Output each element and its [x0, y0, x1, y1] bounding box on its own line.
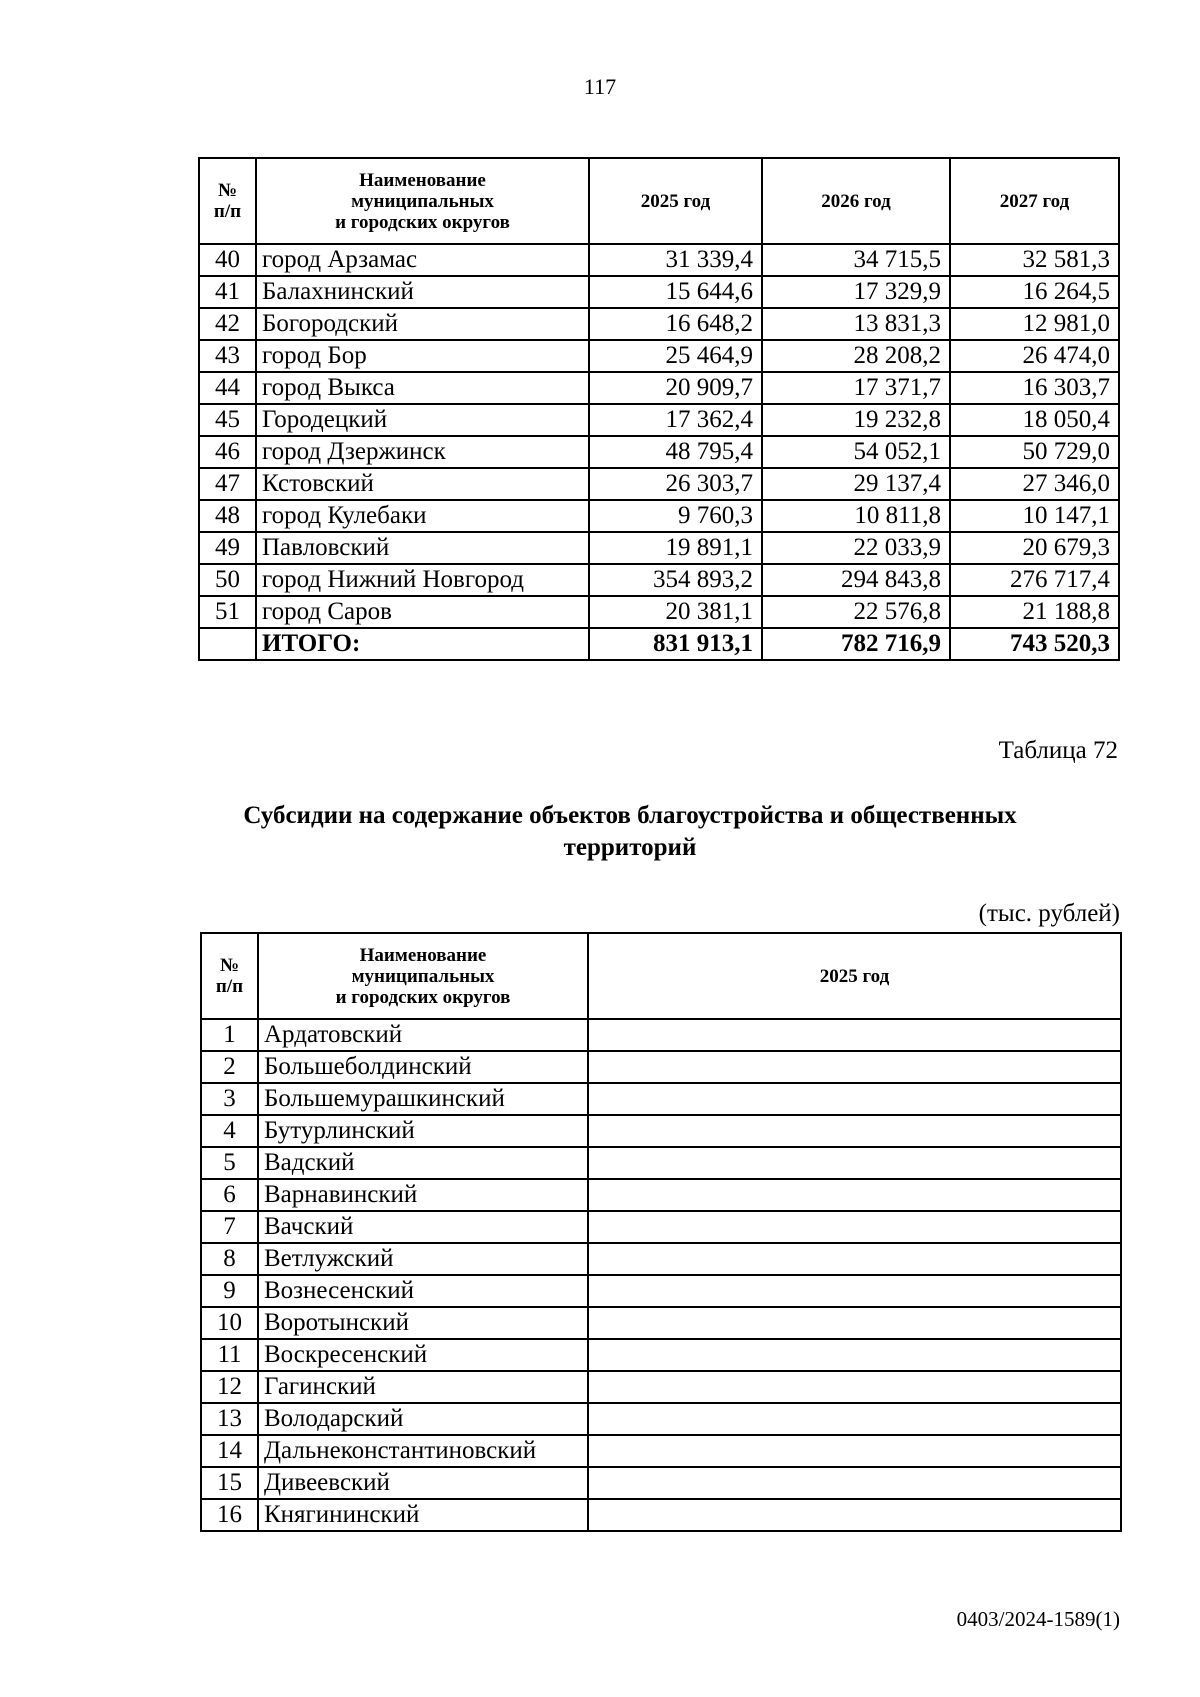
row-name: Володарский [258, 1403, 588, 1435]
header-num-line: № [217, 180, 238, 201]
header-2027: 2027 год [950, 158, 1119, 244]
value-2025 [588, 1051, 1121, 1083]
row-name: город Арзамас [256, 244, 589, 276]
table-row [199, 468, 1119, 500]
total-2025: 831 913,1 [589, 628, 762, 660]
header-num [199, 158, 256, 244]
row-name: Княгининский [258, 1499, 588, 1531]
total-row [199, 628, 1119, 660]
header-name-line: и городских округов [335, 211, 510, 233]
value-2027: 32 581,3 [950, 244, 1119, 276]
header-name-line: и городских округов [335, 986, 511, 1008]
table-header-row [201, 933, 1121, 1019]
value-2025: 9 760,3 [589, 500, 762, 532]
row-name: Вачский [258, 1211, 588, 1243]
value-2025: 48 795,4 [589, 436, 762, 468]
table-row [201, 1243, 1121, 1275]
row-name: Павловский [256, 532, 589, 564]
header-name-line: Наименование [359, 944, 487, 966]
header-num-line: п/п [213, 201, 242, 222]
table-caption: Таблица 72 [998, 737, 1118, 764]
value-2025: 20 381,1 [589, 596, 762, 628]
table-row [199, 564, 1119, 596]
row-name: Варнавинский [258, 1179, 588, 1211]
header-name [258, 933, 588, 1019]
row-num: 2 [201, 1051, 258, 1083]
total-2026: 782 716,9 [762, 628, 950, 660]
row-num: 5 [201, 1147, 258, 1179]
row-name: город Нижний Новгород [256, 564, 589, 596]
value-2026: 294 843,8 [762, 564, 950, 596]
row-num: 11 [201, 1339, 258, 1371]
value-2027: 16 264,5 [950, 276, 1119, 308]
row-num: 40 [199, 244, 256, 276]
value-2026: 22 576,8 [762, 596, 950, 628]
row-name: Кстовский [256, 468, 589, 500]
table-row [199, 276, 1119, 308]
table-header-row [199, 158, 1119, 244]
row-num: 3 [201, 1083, 258, 1115]
row-num: 15 [201, 1467, 258, 1499]
table-row [201, 1147, 1121, 1179]
page-number: 117 [583, 74, 617, 99]
table-row [201, 1051, 1121, 1083]
header-name [256, 158, 589, 244]
value-2025 [588, 1083, 1121, 1115]
value-2026: 29 137,4 [762, 468, 950, 500]
header-2025: 2025 год [588, 933, 1121, 1019]
value-2026: 13 831,3 [762, 308, 950, 340]
table-row [199, 340, 1119, 372]
row-name: Городецкий [256, 404, 589, 436]
row-name: Ардатовский [258, 1019, 588, 1051]
row-name: Балахнинский [256, 276, 589, 308]
value-2027: 26 474,0 [950, 340, 1119, 372]
table-row [201, 1307, 1121, 1339]
header-name-line: муниципальных [351, 965, 495, 987]
row-num: 45 [199, 404, 256, 436]
value-2027: 21 188,8 [950, 596, 1119, 628]
header-2026: 2026 год [762, 158, 950, 244]
row-name: Большеболдинский [258, 1051, 588, 1083]
value-2025: 15 644,6 [589, 276, 762, 308]
value-2027: 20 679,3 [950, 532, 1119, 564]
value-2025: 354 893,2 [589, 564, 762, 596]
total-label: ИТОГО: [256, 628, 589, 660]
table-row [201, 1211, 1121, 1243]
header-num-line: п/п [215, 976, 244, 997]
value-2025 [588, 1243, 1121, 1275]
total-2027: 743 520,3 [950, 628, 1119, 660]
value-2025 [588, 1275, 1121, 1307]
table-row [199, 372, 1119, 404]
value-2025 [588, 1371, 1121, 1403]
value-2025: 20 909,7 [589, 372, 762, 404]
table-title-line: территорий [563, 834, 697, 861]
table-row [201, 1083, 1121, 1115]
row-num: 43 [199, 340, 256, 372]
value-2025 [588, 1339, 1121, 1371]
row-num: 42 [199, 308, 256, 340]
value-2025: 17 362,4 [589, 404, 762, 436]
table-title-line: Субсидии на содержание объектов благоустройства и общественных [243, 802, 1017, 829]
table-row [201, 1403, 1121, 1435]
table-row [199, 244, 1119, 276]
row-num: 41 [199, 276, 256, 308]
table-row [199, 404, 1119, 436]
value-2025 [588, 1115, 1121, 1147]
value-2026: 10 811,8 [762, 500, 950, 532]
row-num: 47 [199, 468, 256, 500]
header-name-line: муниципальных [351, 190, 494, 212]
value-2027: 18 050,4 [950, 404, 1119, 436]
header-num [201, 933, 258, 1019]
header-name-line: Наименование [359, 169, 486, 191]
table-row [201, 1499, 1121, 1531]
row-num: 12 [201, 1371, 258, 1403]
row-num: 51 [199, 596, 256, 628]
header-2025: 2025 год [589, 158, 762, 244]
value-2025 [588, 1211, 1121, 1243]
table-row [199, 596, 1119, 628]
row-num: 46 [199, 436, 256, 468]
row-name: город Дзержинск [256, 436, 589, 468]
row-name: город Бор [256, 340, 589, 372]
table-row [201, 1435, 1121, 1467]
row-num: 44 [199, 372, 256, 404]
row-name: Воскресенский [258, 1339, 588, 1371]
value-2027: 50 729,0 [950, 436, 1119, 468]
table-row [199, 500, 1119, 532]
row-num: 4 [201, 1115, 258, 1147]
value-2025 [588, 1307, 1121, 1339]
row-name: Дивеевский [258, 1467, 588, 1499]
table-row [201, 1371, 1121, 1403]
row-name: Богородский [256, 308, 589, 340]
table-row [201, 1115, 1121, 1147]
value-2025 [588, 1435, 1121, 1467]
value-2027: 12 981,0 [950, 308, 1119, 340]
row-num: 7 [201, 1211, 258, 1243]
total-num [199, 628, 256, 660]
row-num: 10 [201, 1307, 258, 1339]
value-2025 [588, 1019, 1121, 1051]
row-num: 9 [201, 1275, 258, 1307]
value-2026: 17 371,7 [762, 372, 950, 404]
budget-table [198, 157, 1120, 661]
value-2026: 28 208,2 [762, 340, 950, 372]
value-2025: 31 339,4 [589, 244, 762, 276]
row-name: Воротынский [258, 1307, 588, 1339]
row-name: Большемурашкинский [258, 1083, 588, 1115]
value-2025 [588, 1179, 1121, 1211]
subsidies-table [200, 932, 1122, 1532]
value-2027: 10 147,1 [950, 500, 1119, 532]
row-name: Дальнеконстантиновский [258, 1435, 588, 1467]
value-2025: 19 891,1 [589, 532, 762, 564]
row-num: 48 [199, 500, 256, 532]
row-num: 1 [201, 1019, 258, 1051]
value-2026: 17 329,9 [762, 276, 950, 308]
value-2025 [588, 1467, 1121, 1499]
row-name: Гагинский [258, 1371, 588, 1403]
value-2025 [588, 1147, 1121, 1179]
row-num: 50 [199, 564, 256, 596]
row-name: город Саров [256, 596, 589, 628]
row-name: Ветлужский [258, 1243, 588, 1275]
value-2027: 276 717,4 [950, 564, 1119, 596]
value-2025: 26 303,7 [589, 468, 762, 500]
header-num-line: № [219, 955, 240, 976]
table-title [150, 800, 1110, 864]
value-2026: 22 033,9 [762, 532, 950, 564]
value-2025 [588, 1499, 1121, 1531]
row-num: 49 [199, 532, 256, 564]
value-2027: 27 346,0 [950, 468, 1119, 500]
table-row [201, 1339, 1121, 1371]
table-row [199, 436, 1119, 468]
table-row [201, 1179, 1121, 1211]
table-row [201, 1275, 1121, 1307]
value-2026: 54 052,1 [762, 436, 950, 468]
table-row [199, 532, 1119, 564]
row-name: город Кулебаки [256, 500, 589, 532]
units-label: (тыс. рублей) [978, 900, 1120, 927]
table-row [201, 1019, 1121, 1051]
value-2025: 16 648,2 [589, 308, 762, 340]
row-name: Вадский [258, 1147, 588, 1179]
value-2026: 34 715,5 [762, 244, 950, 276]
row-num: 14 [201, 1435, 258, 1467]
row-name: Вознесенский [258, 1275, 588, 1307]
value-2026: 19 232,8 [762, 404, 950, 436]
table-row [201, 1467, 1121, 1499]
value-2025: 25 464,9 [589, 340, 762, 372]
row-num: 13 [201, 1403, 258, 1435]
row-name: Бутурлинский [258, 1115, 588, 1147]
table-row [199, 308, 1119, 340]
row-num: 6 [201, 1179, 258, 1211]
row-num: 8 [201, 1243, 258, 1275]
row-num: 16 [201, 1499, 258, 1531]
value-2025 [588, 1403, 1121, 1435]
document-code: 0403/2024-1589(1) [956, 1607, 1120, 1631]
value-2027: 16 303,7 [950, 372, 1119, 404]
row-name: город Выкса [256, 372, 589, 404]
